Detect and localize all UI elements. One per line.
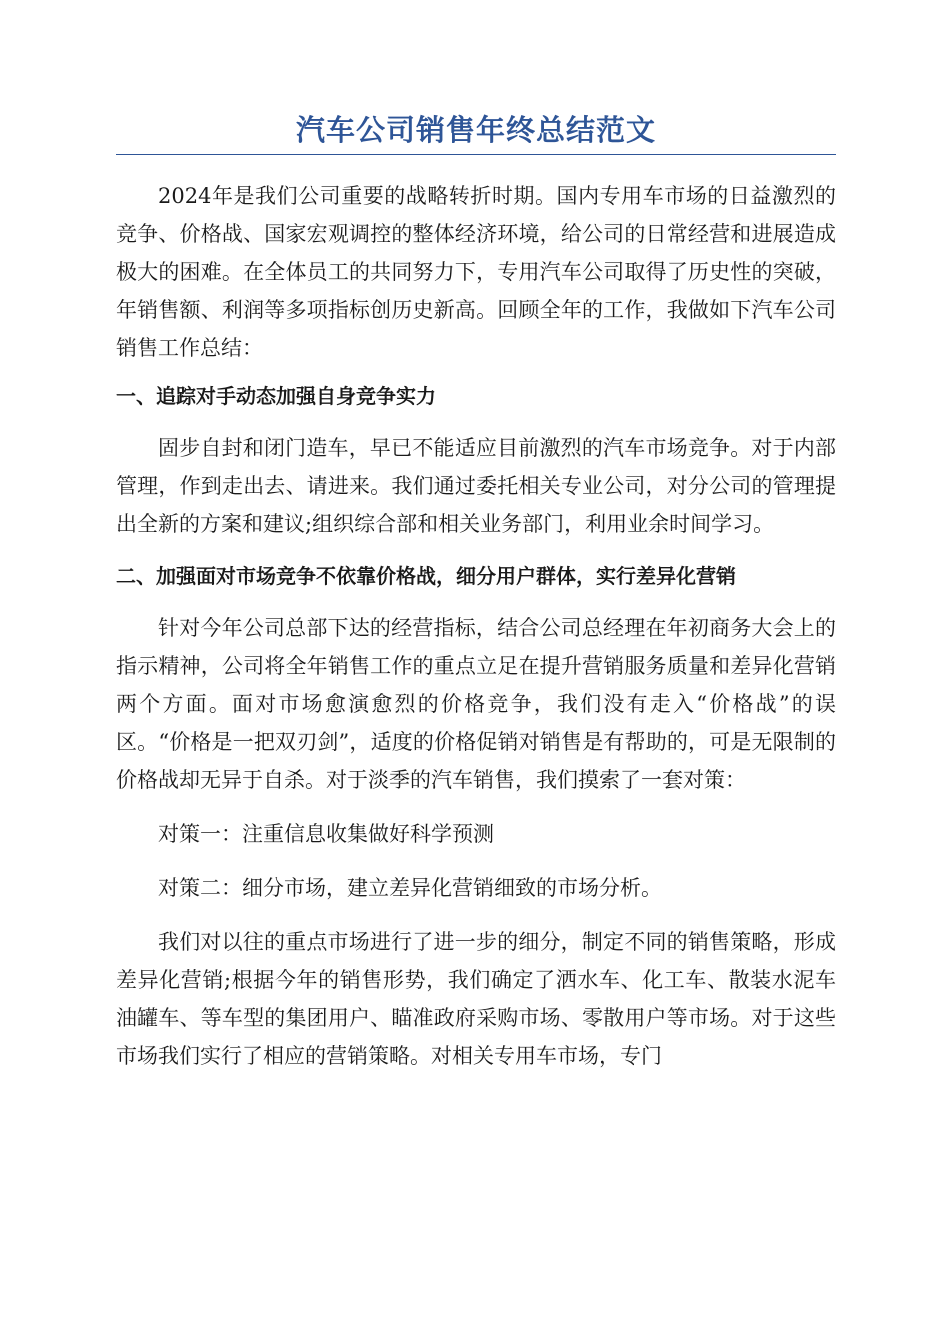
section-1-heading: 一、追踪对手动态加强自身竞争实力 <box>116 384 436 408</box>
document-title: 汽车公司销售年终总结范文 <box>116 108 836 155</box>
document-page <box>116 108 836 1075</box>
section-2-paragraph-4: 我们对以往的重点市场进行了进一步的细分，制定不同的销售策略，形成差异化营销;根据今年的销售形势，我们确定了洒水车、化工车、散装水泥车油罐车、等车型的集团用户、瞄准政府采购市场、零散用户等市场。对于这些市场我们实行了相应的营销策略。对相关专用车市场，专门 <box>116 930 836 1068</box>
strategy-two: 对策二：细分市场，建立差异化营销细致的市场分析。 <box>158 876 662 900</box>
strategy-one: 对策一：注重信息收集做好科学预测 <box>158 822 494 846</box>
intro-paragraph: 2024年是我们公司重要的战略转折时期。国内专用车市场的日益激烈的竞争、价格战、国家宏观调控的整体经济环境，给公司的日常经营和进展造成极大的困难。在全体员工的共同努力下，专用汽车公司取得了历史性的突破，年销售额、利润等多项指标创历史新高。回顾全年的工作，我做如下汽车公司销售工作总结： <box>116 184 836 360</box>
section-2-paragraph-1: 针对今年公司总部下达的经营指标，结合公司总经理在年初商务大会上的指示精神，公司将全年销售工作的重点立足在提升营销服务质量和差异化营销两个方面。面对市场愈演愈烈的价格竞争，我们没有走入“价格战”的误区。“价格是一把双刃剑”，适度的价格促销对销售是有帮助的，可是无限制的价格战却无异于自杀。对于淡季的汽车销售，我们摸索了一套对策： <box>116 616 836 792</box>
section-2-heading: 二、加强面对市场竞争不依靠价格战，细分用户群体，实行差异化营销 <box>116 564 736 588</box>
section-1-paragraph: 固步自封和闭门造车，早已不能适应目前激烈的汽车市场竞争。对于内部管理，作到走出去、请进来。我们通过委托相关专业公司，对分公司的管理提出全新的方案和建议;组织综合部和相关业务部门，利用业余时间学习。 <box>116 436 836 536</box>
